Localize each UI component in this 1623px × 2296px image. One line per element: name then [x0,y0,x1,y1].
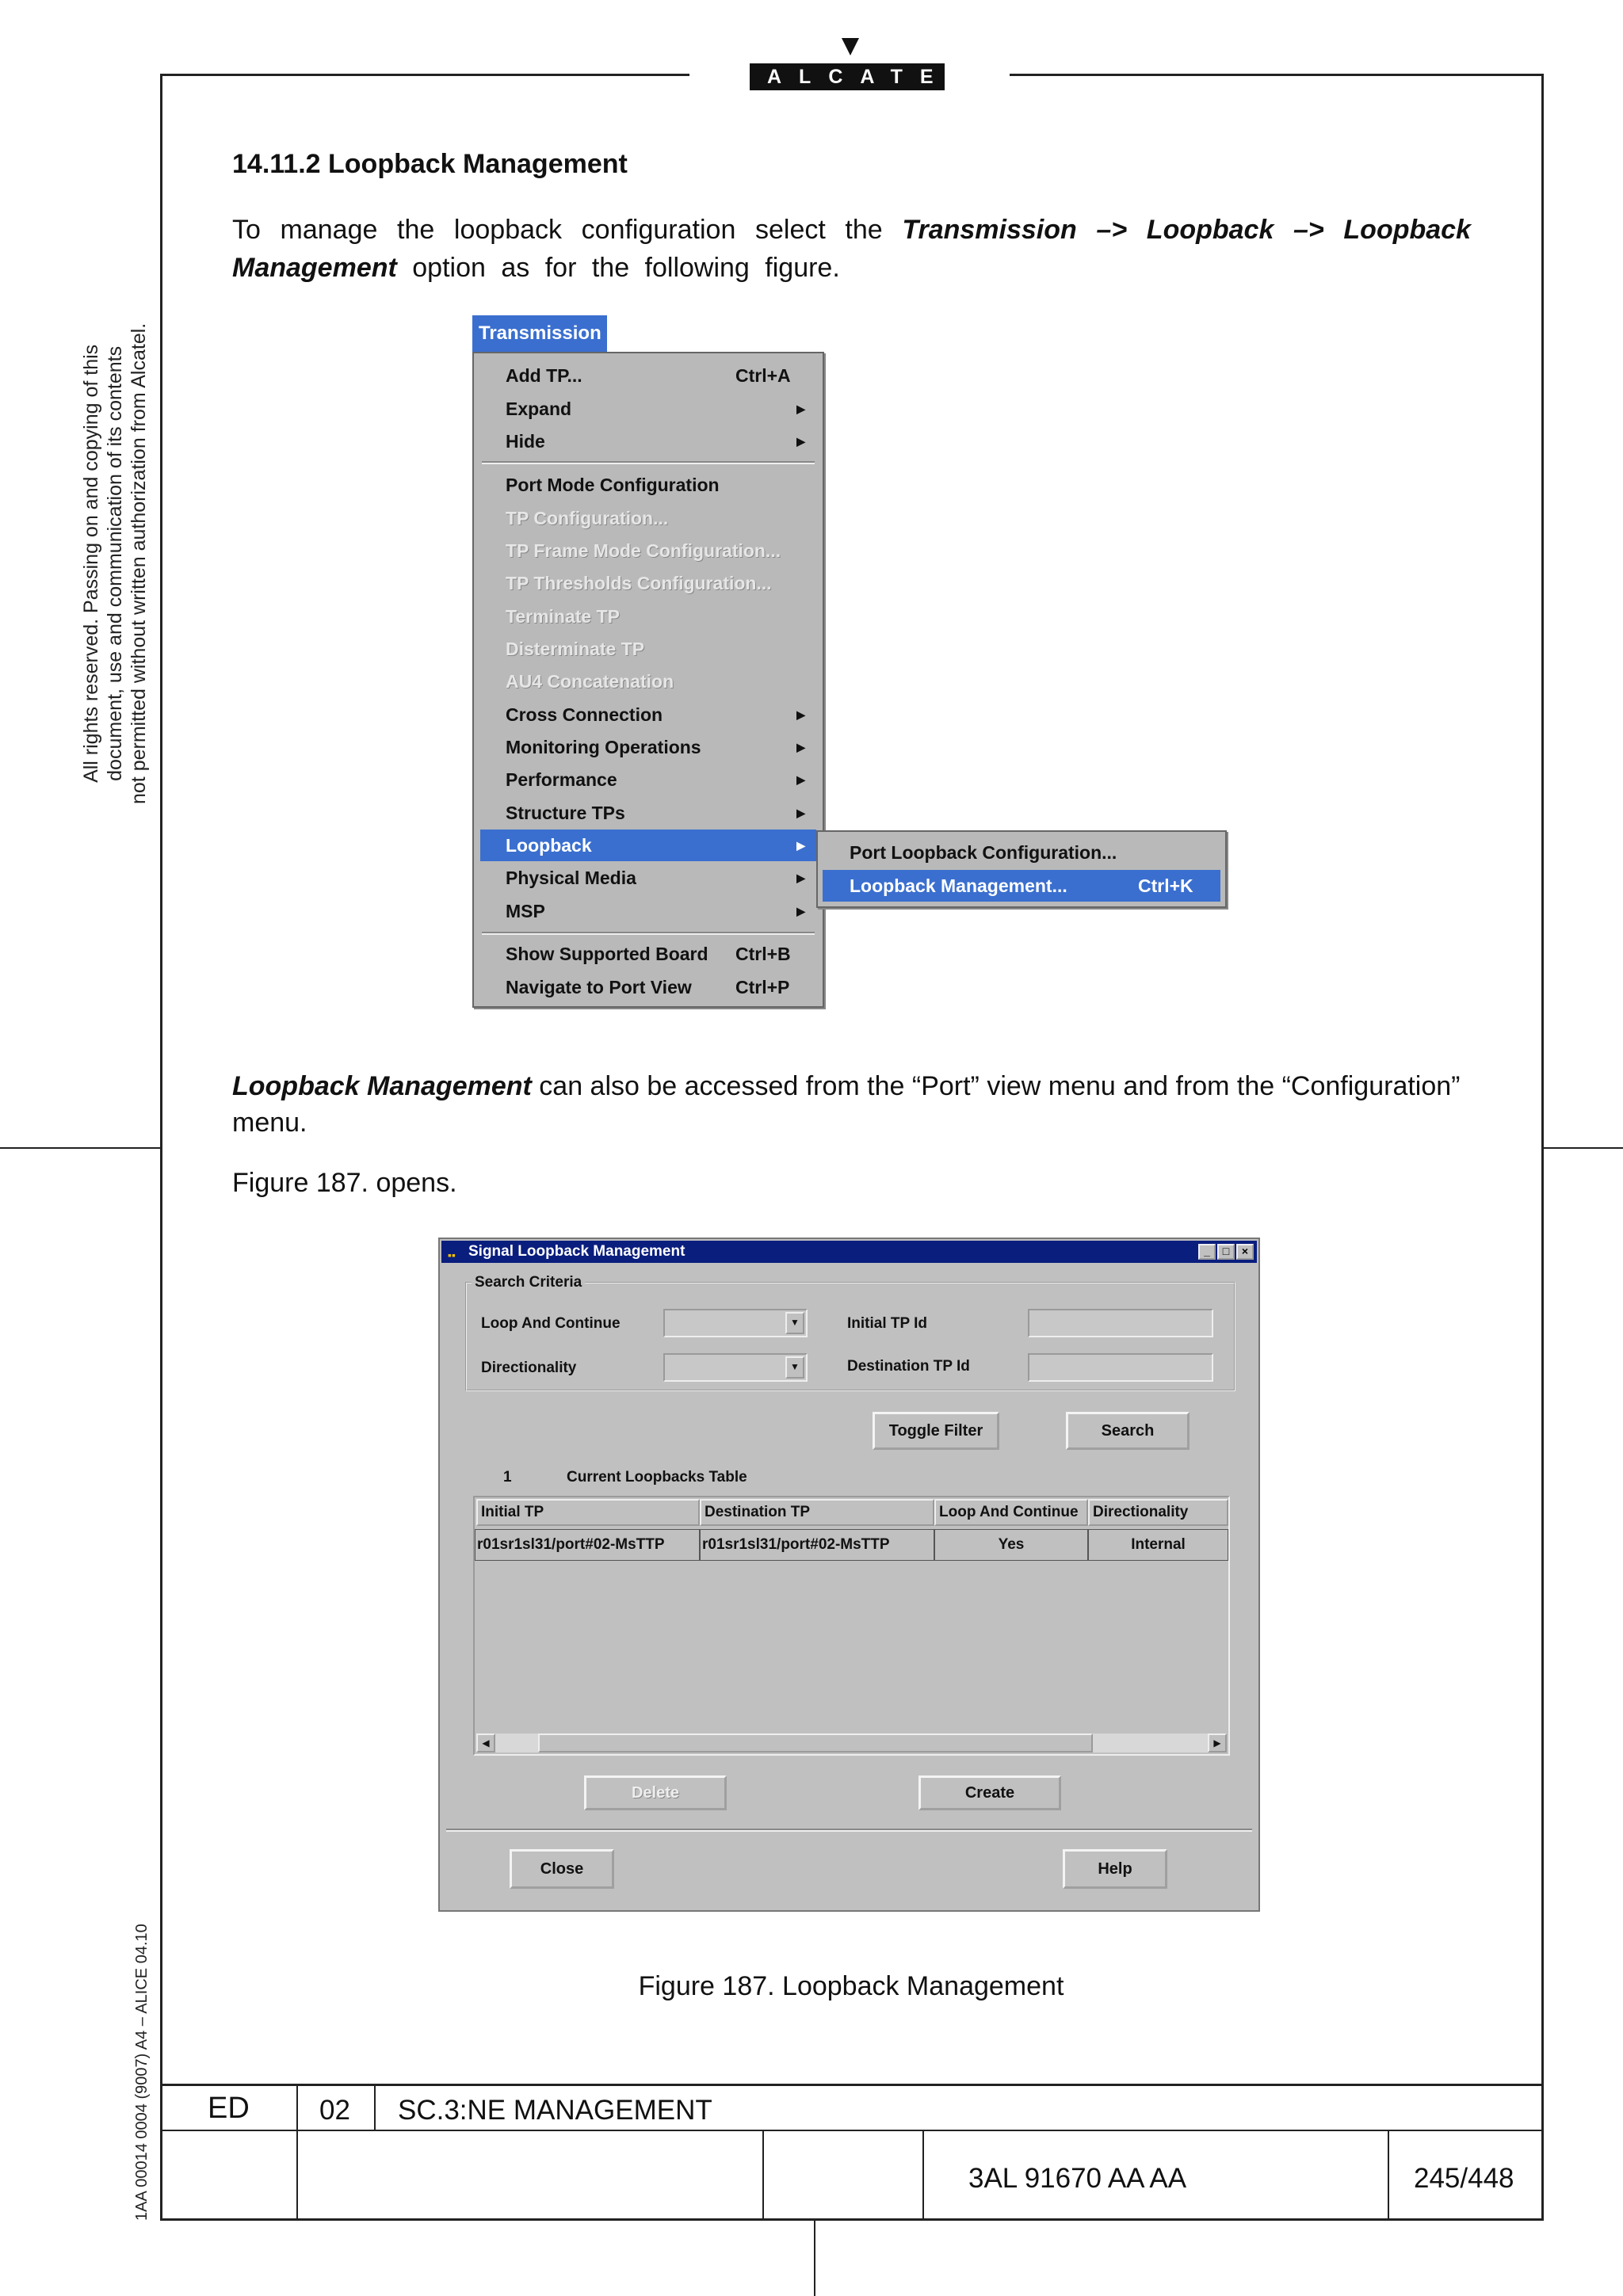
menu-item-show-supported-board[interactable]: Show Supported Board Ctrl+B [506,944,791,964]
column-header-directionality[interactable]: Directionality [1088,1499,1228,1526]
loopback-count: 1 [503,1469,512,1486]
side-notice-line3: not permitted without written authorization from Alcatel. [128,322,150,804]
logo-text: ALCATEL [750,63,945,90]
submenu-arrow-icon: ▶ [796,402,805,415]
maximize-icon[interactable]: □ [1217,1244,1235,1260]
intro-text-2: option as for the following figure. [396,253,840,283]
menu-item-hide[interactable]: Hide ▶ [480,425,816,457]
loop-and-continue-label: Loop And Continue [481,1315,621,1332]
side-notice-line1: All rights reserved. Passing on and copying of this [80,344,102,783]
footer-divider-4 [922,2130,924,2220]
menu-item-disterminate-tp: Disterminate TP [506,639,645,659]
destination-tp-id-label: Destination TP Id [847,1358,970,1375]
search-button[interactable]: Search [1066,1412,1190,1450]
search-criteria-label: Search Criteria [472,1274,585,1291]
logo-triangle-icon [842,38,859,55]
footer-divider-2 [374,2084,376,2131]
menu-item-expand[interactable]: Expand ▶ [480,393,816,425]
scroll-left-icon[interactable]: ◀ [476,1733,495,1753]
margin-mark-right [1544,1147,1623,1149]
access-text: can also be accessed from the “Port” view menu and from the “Configuration” menu. [232,1071,1461,1138]
submenu-arrow-icon: ▶ [796,435,805,448]
column-header-loop-and-continue[interactable]: Loop And Continue [934,1499,1088,1526]
initial-tp-id-input[interactable] [1028,1309,1213,1337]
menu-item-tp-configuration: TP Configuration... [506,508,669,528]
footer-middle-rule [160,2130,1544,2131]
menu-item-loopback[interactable]: Loopback ▶ [480,830,816,861]
footer-divider-1 [296,2084,298,2220]
menu-item-terminate-tp: Terminate TP [506,606,620,627]
dialog-title: Signal Loopback Management [468,1243,685,1260]
footer-ed-label: ED [208,2092,250,2125]
footer-divider-3 [762,2130,764,2220]
frame-top-left [160,74,689,76]
logo [750,38,980,93]
menu-item-au4-concatenation: AU4 Concatenation [506,671,674,692]
menu-item-port-mode-configuration[interactable]: Port Mode Configuration [506,475,720,495]
dialog-title-bar [441,1241,1257,1263]
footer-top-rule [160,2084,1544,2086]
submenu-arrow-icon: ▶ [796,708,805,721]
dropdown-arrow-icon[interactable]: ▼ [785,1356,804,1379]
margin-mark-left [0,1147,160,1149]
footer-stem [814,2218,815,2296]
footer-divider-5 [1388,2130,1389,2220]
scroll-right-icon[interactable]: ▶ [1208,1733,1227,1753]
access-paragraph [232,1068,1492,1141]
dialog-divider [446,1829,1252,1832]
close-button[interactable]: Close [510,1849,614,1889]
menu-item-structure-tps[interactable]: Structure TPs ▶ [480,797,816,829]
frame-top-right [1010,74,1544,76]
submenu-item-port-loopback-configuration[interactable]: Port Loopback Configuration... [850,842,1117,863]
menu-item-performance[interactable]: Performance ▶ [480,764,816,795]
menu-separator [482,461,815,464]
footer-page-number: 245/448 [1414,2163,1514,2194]
menu-item-add-tp[interactable]: Add TP... Ctrl+A [506,365,791,386]
side-notice-line2: document, use and communication of its contents [104,345,126,781]
table-horizontal-scrollbar[interactable] [476,1733,1227,1753]
loopbacks-table [473,1496,1230,1756]
footer-bottom-rule [160,2218,1544,2221]
submenu-arrow-icon: ▶ [796,905,805,917]
current-loopbacks-table-title: Current Loopbacks Table [567,1469,747,1486]
figure-caption: Figure 187. Loopback Management [638,1971,1064,2001]
section-title: 14.11.2 Loopback Management [232,149,628,179]
cell-loop-and-continue: Yes [934,1529,1088,1561]
dialog-app-icon: ▪▪ [448,1249,456,1261]
help-button[interactable]: Help [1063,1849,1167,1889]
toggle-filter-button[interactable]: Toggle Filter [873,1412,999,1450]
initial-tp-id-label: Initial TP Id [847,1315,927,1332]
access-bold: Loopback Management [232,1071,532,1101]
menu-separator [482,932,815,935]
cell-initial-tp: r01sr1sl31/port#02-MsTTP [475,1529,700,1561]
menu-item-monitoring-operations[interactable]: Monitoring Operations ▶ [480,731,816,763]
transmission-menu [472,352,824,1008]
opens-paragraph: Figure 187. opens. [232,1168,457,1198]
submenu-arrow-icon: ▶ [796,741,805,753]
side-code: 1AA 00014 0004 (9007) A4 – ALICE 04.10 [133,1924,151,2221]
intro-menu-path: Transmission –> Loopback –> Loopback Management [232,215,1471,283]
cell-destination-tp: r01sr1sl31/port#02-MsTTP [700,1529,934,1561]
dropdown-arrow-icon[interactable]: ▼ [785,1312,804,1334]
side-notice [79,323,151,804]
intro-paragraph [232,211,1471,287]
menu-item-msp[interactable]: MSP ▶ [480,895,816,927]
minimize-icon[interactable]: _ [1198,1244,1216,1260]
column-header-destination-tp[interactable]: Destination TP [700,1499,934,1526]
create-button[interactable]: Create [918,1775,1061,1810]
loopback-submenu [816,830,1227,908]
scrollbar-thumb[interactable] [538,1733,1093,1753]
menu-item-navigate-to-port-view[interactable]: Navigate to Port View Ctrl+P [506,977,790,997]
directionality-select[interactable] [663,1353,808,1382]
delete-button[interactable]: Delete [584,1775,727,1810]
submenu-arrow-icon: ▶ [796,807,805,819]
close-window-icon[interactable]: × [1236,1244,1254,1260]
signal-loopback-dialog [438,1238,1260,1912]
footer-doc-code: 3AL 91670 AA AA [968,2163,1187,2194]
cell-directionality: Internal [1088,1529,1228,1561]
submenu-arrow-icon: ▶ [796,871,805,884]
menu-item-tp-thresholds-configuration: TP Thresholds Configuration... [506,573,772,593]
destination-tp-id-input[interactable] [1028,1353,1213,1382]
submenu-arrow-icon: ▶ [796,773,805,786]
directionality-label: Directionality [481,1360,577,1376]
submenu-item-loopback-management[interactable]: Loopback Management... Ctrl+K [823,870,1220,902]
menu-item-physical-media[interactable]: Physical Media ▶ [480,862,816,894]
submenu-arrow-icon: ▶ [796,839,805,852]
intro-text-1: To manage the loopback configuration select the [232,215,903,245]
footer-ed-value: 02 [319,2095,350,2126]
footer-section: SC.3:NE MANAGEMENT [398,2095,712,2126]
menu-item-tp-frame-mode-configuration: TP Frame Mode Configuration... [506,540,781,561]
menu-transmission[interactable]: Transmission [472,315,607,352]
loop-and-continue-select[interactable] [663,1309,808,1337]
menu-item-cross-connection[interactable]: Cross Connection ▶ [480,699,816,730]
frame-left [160,74,162,2221]
column-header-initial-tp[interactable]: Initial TP [476,1499,700,1526]
